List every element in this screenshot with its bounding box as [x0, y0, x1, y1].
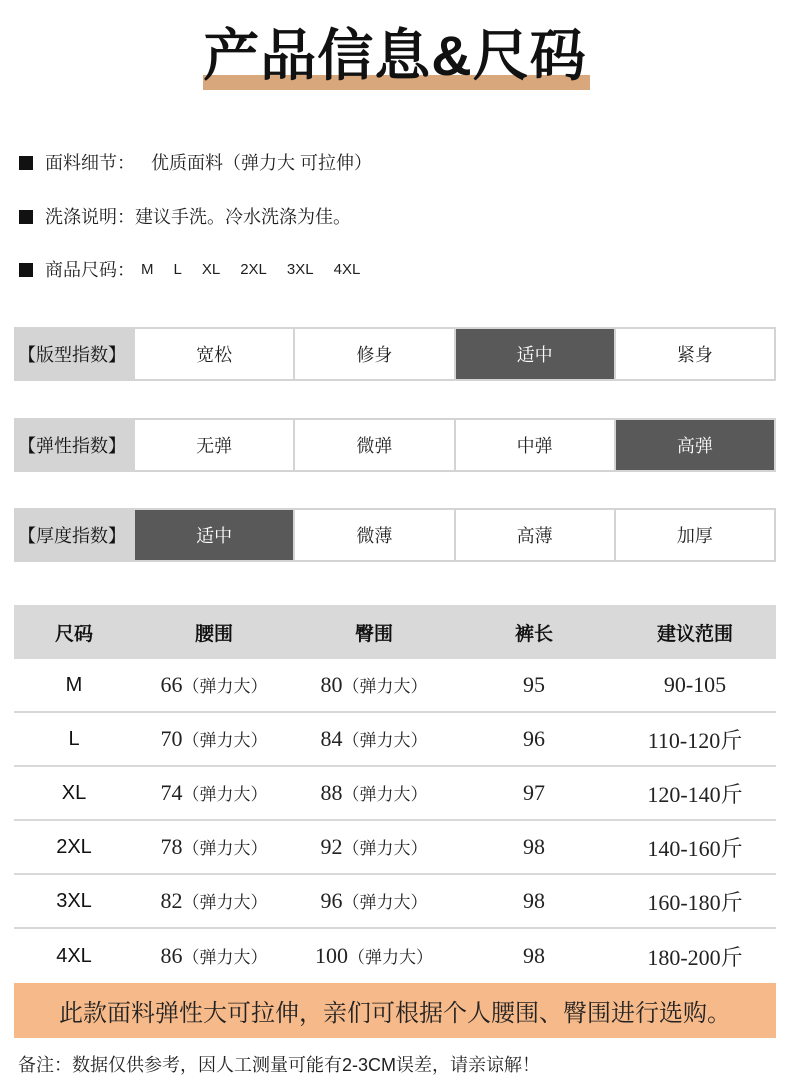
hip-value: 92	[320, 834, 343, 859]
column-header: 臀围	[354, 623, 393, 645]
size-cell: M	[65, 673, 83, 696]
fit-index-row	[14, 327, 776, 381]
length-cell: 95	[523, 672, 545, 697]
square-bullet-icon	[19, 263, 33, 277]
hip-note: （弹力大）	[342, 731, 428, 750]
size-cell: 2XL	[56, 835, 92, 858]
hip-cell	[294, 726, 454, 752]
index-option: 适中	[135, 510, 293, 560]
table-row	[14, 659, 776, 713]
hip-cell	[294, 780, 454, 806]
column-header: 裤长	[514, 623, 553, 645]
waist-note: （弹力大）	[182, 677, 268, 696]
detail-value: 建议手洗。冷水洗涤为佳。	[135, 207, 351, 227]
index-option: 中弹	[456, 420, 614, 470]
size-item: 3XL	[286, 261, 314, 278]
length-cell: 97	[523, 780, 545, 805]
waist-value: 74	[160, 780, 183, 805]
column-header: 建议范围	[656, 623, 733, 645]
waist-value: 82	[160, 888, 183, 913]
waist-note: （弹力大）	[182, 731, 268, 750]
table-header-row	[14, 605, 776, 659]
index-label: 【弹性指数】	[18, 436, 126, 456]
range-cell: 120-140斤	[647, 781, 743, 807]
square-bullet-icon	[19, 210, 33, 224]
hip-cell	[294, 943, 454, 969]
size-item: 4XL	[333, 261, 361, 278]
waist-note: （弹力大）	[182, 893, 268, 912]
waist-note: （弹力大）	[182, 839, 268, 858]
table-row	[14, 929, 776, 983]
hip-note: （弹力大）	[348, 948, 433, 967]
hip-value: 100	[315, 943, 348, 968]
range-cell: 140-160斤	[647, 835, 743, 861]
index-label: 【版型指数】	[18, 345, 126, 365]
waist-cell	[134, 834, 294, 860]
index-option: 修身	[295, 329, 453, 379]
hip-value: 84	[320, 726, 343, 751]
elasticity-index-row	[14, 418, 776, 472]
index-option: 无弹	[135, 420, 293, 470]
waist-note: （弹力大）	[182, 948, 268, 967]
hip-note: （弹力大）	[342, 785, 428, 804]
index-option: 微薄	[295, 510, 453, 560]
range-cell: 180-200斤	[647, 944, 743, 970]
hip-note: （弹力大）	[342, 677, 428, 696]
hip-cell	[294, 888, 454, 914]
detail-label: 面料细节：	[45, 153, 135, 173]
column-header: 尺码	[54, 623, 93, 645]
size-cell: 3XL	[56, 889, 92, 912]
hip-cell	[294, 834, 454, 860]
range-cell: 90-105	[663, 672, 727, 697]
size-item: 2XL	[240, 261, 267, 278]
hip-cell	[294, 672, 454, 698]
index-label: 【厚度指数】	[18, 526, 126, 546]
detail-value: 优质面料（弹力大 可拉伸）	[151, 153, 372, 173]
length-cell: 98	[523, 888, 545, 913]
square-bullet-icon	[19, 156, 33, 170]
detail-fabric	[19, 151, 372, 175]
detail-sizes	[19, 258, 380, 282]
hip-value: 80	[320, 672, 343, 697]
thickness-index-row	[14, 508, 776, 562]
size-cell: 4XL	[56, 944, 92, 967]
hip-note: （弹力大）	[342, 839, 428, 858]
size-table	[14, 605, 776, 983]
waist-cell	[134, 726, 294, 752]
length-cell: 98	[523, 943, 545, 968]
table-row	[14, 767, 776, 821]
size-item: XL	[201, 261, 221, 278]
waist-note: （弹力大）	[182, 785, 268, 804]
index-option: 紧身	[616, 329, 774, 379]
notice-banner: 此款面料弹性大可拉伸，亲们可根据个人腰围、臀围进行选购。	[14, 983, 776, 1038]
size-item: M	[141, 261, 154, 278]
table-row	[14, 875, 776, 929]
hip-value: 88	[320, 780, 343, 805]
detail-label: 商品尺码：	[45, 260, 135, 280]
hip-note: （弹力大）	[342, 893, 428, 912]
waist-value: 86	[160, 943, 183, 968]
waist-value: 66	[160, 672, 183, 697]
page-title: 产品信息&尺码	[203, 24, 587, 87]
footnote: 备注：数据仅供参考，因人工测量可能有2-3CM误差，请亲谅解！	[18, 1055, 541, 1075]
length-cell: 96	[523, 726, 545, 751]
index-option: 高弹	[616, 420, 774, 470]
waist-cell	[134, 780, 294, 806]
waist-value: 70	[160, 726, 183, 751]
column-header: 腰围	[194, 623, 233, 645]
waist-cell	[134, 672, 294, 698]
index-option: 微弹	[295, 420, 453, 470]
size-item: L	[173, 261, 182, 278]
size-cell: L	[68, 727, 80, 750]
index-option: 适中	[456, 329, 614, 379]
waist-cell	[134, 888, 294, 914]
table-row	[14, 713, 776, 767]
index-option: 加厚	[616, 510, 774, 560]
waist-cell	[134, 943, 294, 969]
index-option: 高薄	[456, 510, 614, 560]
range-cell: 110-120斤	[647, 727, 743, 753]
detail-washing	[19, 205, 351, 229]
detail-label: 洗涤说明：	[45, 207, 135, 227]
table-row	[14, 821, 776, 875]
length-cell: 98	[523, 834, 545, 859]
size-list	[141, 258, 380, 282]
hip-value: 96	[320, 888, 343, 913]
size-cell: XL	[61, 781, 87, 804]
range-cell: 160-180斤	[647, 889, 743, 915]
index-option: 宽松	[135, 329, 293, 379]
waist-value: 78	[160, 834, 183, 859]
